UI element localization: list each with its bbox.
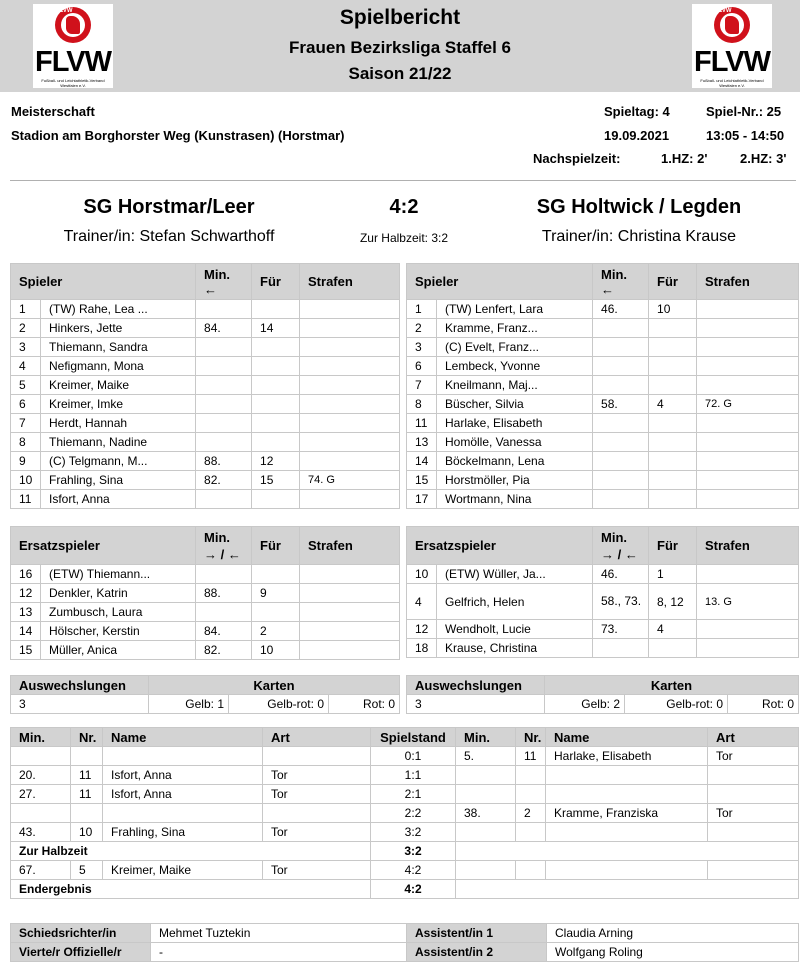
sub-minute: 82. bbox=[196, 641, 252, 660]
table-row bbox=[11, 565, 400, 584]
final-score: 4:2 bbox=[389, 196, 419, 218]
player-number: 1 bbox=[407, 300, 437, 319]
table-row bbox=[11, 395, 400, 414]
goal-minute: 27. bbox=[11, 785, 71, 804]
sub-minute bbox=[593, 338, 649, 357]
player-number: 10 bbox=[407, 565, 437, 584]
replaced-number bbox=[649, 452, 697, 471]
goal-type: Tor bbox=[263, 861, 371, 880]
player-number: 5 bbox=[11, 376, 41, 395]
table-row bbox=[407, 414, 799, 433]
running-score: 3:2 bbox=[371, 823, 456, 842]
replaced-number: 10 bbox=[649, 300, 697, 319]
replaced-number bbox=[252, 603, 300, 622]
sub-minute: 46. bbox=[593, 300, 649, 319]
penalty bbox=[697, 338, 799, 357]
player-name: Herdt, Hannah bbox=[41, 414, 196, 433]
goal-player-number: 11 bbox=[71, 766, 103, 785]
replaced-number: 12 bbox=[252, 452, 300, 471]
season: Saison 21/22 bbox=[348, 64, 452, 83]
player-name: Wendholt, Lucie bbox=[437, 620, 593, 639]
table-row bbox=[407, 338, 799, 357]
replaced-number bbox=[252, 414, 300, 433]
table-row bbox=[407, 584, 799, 620]
assistant-1-name: Claudia Arning bbox=[547, 924, 799, 943]
home-team-name: SG Horstmar/Leer bbox=[83, 196, 255, 218]
player-name: Nefigmann, Mona bbox=[41, 357, 196, 376]
table-row bbox=[407, 620, 799, 639]
penalty bbox=[300, 433, 400, 452]
player-number: 7 bbox=[11, 414, 41, 433]
goal-player-number bbox=[516, 823, 546, 842]
player-number: 15 bbox=[11, 641, 41, 660]
table-row bbox=[407, 319, 799, 338]
player-number: 3 bbox=[11, 338, 41, 357]
player-number: 8 bbox=[11, 433, 41, 452]
running-score: 4:2 bbox=[371, 880, 456, 899]
goal-scorer: Kreimer, Maike bbox=[103, 861, 263, 880]
replaced-number bbox=[649, 376, 697, 395]
penalty bbox=[300, 490, 400, 509]
goal-player-number bbox=[71, 804, 103, 823]
replaced-number bbox=[649, 357, 697, 376]
goal-minute bbox=[456, 823, 516, 842]
goal-type bbox=[263, 747, 371, 766]
replaced-number bbox=[649, 414, 697, 433]
goal-player-number bbox=[516, 861, 546, 880]
player-number: 14 bbox=[407, 452, 437, 471]
penalty bbox=[697, 376, 799, 395]
table-row bbox=[407, 490, 799, 509]
table-row bbox=[407, 565, 799, 584]
goal-player-number: 11 bbox=[71, 785, 103, 804]
sub-minute bbox=[196, 414, 252, 433]
penalty bbox=[697, 319, 799, 338]
player-name: Horstmöller, Pia bbox=[437, 471, 593, 490]
replaced-number bbox=[252, 433, 300, 452]
sub-minute bbox=[196, 603, 252, 622]
player-name: Kreimer, Imke bbox=[41, 395, 196, 414]
player-number: 10 bbox=[11, 471, 41, 490]
home-coach: Trainer/in: Stefan Schwarthoff bbox=[63, 228, 275, 245]
player-number: 16 bbox=[11, 565, 41, 584]
goal-player-number: 5 bbox=[71, 861, 103, 880]
goal-type: Tor bbox=[708, 747, 799, 766]
player-name: Isfort, Anna bbox=[41, 490, 196, 509]
penalty bbox=[300, 584, 400, 603]
sub-minute bbox=[196, 376, 252, 395]
league-name: Frauen Bezirksliga Staffel 6 bbox=[288, 38, 512, 57]
sub-minute bbox=[196, 338, 252, 357]
player-name: Frahling, Sina bbox=[41, 471, 196, 490]
fourth-official-name: - bbox=[151, 943, 407, 962]
penalty bbox=[300, 319, 400, 338]
goal-type bbox=[708, 823, 799, 842]
running-score: 0:1 bbox=[371, 747, 456, 766]
replaced-number bbox=[649, 319, 697, 338]
replaced-number: 4 bbox=[649, 395, 697, 414]
player-number: 6 bbox=[11, 395, 41, 414]
goal-scorer: Isfort, Anna bbox=[103, 785, 263, 804]
player-name: Büscher, Silvia bbox=[437, 395, 593, 414]
table-row bbox=[11, 603, 400, 622]
player-name: Zumbusch, Laura bbox=[41, 603, 196, 622]
table-row bbox=[407, 395, 799, 414]
sub-minute: 58. bbox=[593, 395, 649, 414]
player-number: 4 bbox=[11, 357, 41, 376]
player-name: Kreimer, Maike bbox=[41, 376, 196, 395]
replaced-number bbox=[252, 490, 300, 509]
goal-player-number bbox=[71, 747, 103, 766]
table-row bbox=[407, 300, 799, 319]
stoppage-first-half: 1.HZ: 2' bbox=[661, 151, 708, 166]
stoppage-second-half: 2.HZ: 3' bbox=[740, 151, 787, 166]
player-number: 2 bbox=[407, 319, 437, 338]
match-time: 13:05 - 14:50 bbox=[706, 128, 785, 143]
sub-minute bbox=[196, 565, 252, 584]
player-name: Hinkers, Jette bbox=[41, 319, 196, 338]
penalty bbox=[697, 357, 799, 376]
replaced-number bbox=[649, 338, 697, 357]
goal-row bbox=[11, 880, 799, 899]
goal-player-number: 11 bbox=[516, 747, 546, 766]
player-number: 3 bbox=[407, 338, 437, 357]
goal-scorer bbox=[546, 861, 708, 880]
penalty bbox=[300, 300, 400, 319]
sub-minute: 84. bbox=[196, 319, 252, 338]
sub-minute bbox=[593, 357, 649, 376]
assistant-2-name: Wolfgang Roling bbox=[547, 943, 799, 962]
replaced-number bbox=[252, 565, 300, 584]
table-row bbox=[11, 338, 400, 357]
referee-name: Mehmet Tuztekin bbox=[151, 924, 407, 943]
sub-minute: 82. bbox=[196, 471, 252, 490]
match-date: 19.09.2021 bbox=[604, 128, 670, 143]
halftime-label: Zur Halbzeit bbox=[11, 842, 371, 861]
player-number: 18 bbox=[407, 639, 437, 658]
penalty bbox=[697, 471, 799, 490]
player-number: 11 bbox=[11, 490, 41, 509]
penalty bbox=[697, 620, 799, 639]
table-row bbox=[11, 641, 400, 660]
penalty bbox=[697, 565, 799, 584]
goal-type: Tor bbox=[263, 823, 371, 842]
penalty bbox=[697, 639, 799, 658]
home-lineup-table: Spieler Min. ← Für Strafen 1 (TW) Rahe, Lea ... 2 Hinkers, Jette 84. 14 3 Thiemann, Sandra 4 Nefigmann, Mona 5 Kreimer, Maike 6 Kreimer, Imke 7 Herdt, Hannah 8 Thiemann, Nadine 9 (C) Telgmann, M... 88. 12 10 Frahling, Sina 82. 15 74. G 11 Isfort, Anna bbox=[10, 263, 400, 509]
competition: Meisterschaft bbox=[11, 104, 95, 119]
player-number: 15 bbox=[407, 471, 437, 490]
replaced-number bbox=[252, 338, 300, 357]
goal-type bbox=[263, 804, 371, 823]
player-name: (C) Telgmann, M... bbox=[41, 452, 196, 471]
goal-type bbox=[708, 785, 799, 804]
empty-cell bbox=[456, 880, 799, 899]
replaced-number bbox=[252, 376, 300, 395]
away-subs-table: Ersatzspieler Min. → / ← Für Strafen 10 (ETW) Wüller, Ja... 46. 1 4 Gelfrich, Helen 58., 73. 8, 12 13. G 12 Wendholt, Lucie 73. 4 18 Krause, Christina bbox=[406, 526, 799, 658]
replaced-number: 4 bbox=[649, 620, 697, 639]
goals-table: Min. Nr. Name Art Spielstand Min. Nr. Name Art 0:1 5. 11 Harlake, Elisabeth Tor 20. 11 Isfort, Anna Tor 1:1 27. 11 Isfort, Anna Tor 2:1 2:2 38. 2 Kramme, Franziska Tor 43. 10 Frahling, Sina Tor 3:2 Zur Halbzeit 3:2 67. 5 Kreimer, Maike Tor 4:2 Endergebnis 4:2 bbox=[10, 727, 799, 899]
goal-player-number bbox=[516, 785, 546, 804]
table-row bbox=[11, 319, 400, 338]
goal-scorer: Isfort, Anna bbox=[103, 766, 263, 785]
player-name: (C) Evelt, Franz... bbox=[437, 338, 593, 357]
horse-crest-icon: FLVW bbox=[55, 7, 91, 43]
player-name: Kramme, Franz... bbox=[437, 319, 593, 338]
report-header bbox=[0, 0, 800, 92]
goal-row bbox=[11, 804, 799, 823]
away-sub-count: 3 bbox=[407, 695, 545, 714]
replaced-number: 15 bbox=[252, 471, 300, 490]
sub-minute bbox=[593, 376, 649, 395]
table-row bbox=[407, 433, 799, 452]
sub-minute: 84. bbox=[196, 622, 252, 641]
away-lineup-table: Spieler Min. ← Für Strafen 1 (TW) Lenfert, Lara 46. 10 2 Kramme, Franz... 3 (C) Evelt, Franz... 6 Lembeck, Yvonne 7 Kneilmann, Maj... 8 Büscher, Silvia 58. 4 72. G 11 Harlake, Elisabeth 13 Homölle, Vanessa 14 Böckelmann, Lena 15 Horstmöller, Pia 17 Wortmann, Nina bbox=[406, 263, 799, 509]
goal-minute: 5. bbox=[456, 747, 516, 766]
goal-scorer bbox=[546, 823, 708, 842]
empty-cell bbox=[456, 842, 799, 861]
replaced-number: 2 bbox=[252, 622, 300, 641]
table-row bbox=[407, 471, 799, 490]
player-name: Denkler, Katrin bbox=[41, 584, 196, 603]
goal-type: Tor bbox=[263, 766, 371, 785]
sub-minute bbox=[196, 357, 252, 376]
goal-row bbox=[11, 861, 799, 880]
away-team-name: SG Holtwick / Legden bbox=[536, 196, 742, 218]
player-number: 6 bbox=[407, 357, 437, 376]
replaced-number: 8, 12 bbox=[649, 584, 697, 620]
penalty bbox=[300, 622, 400, 641]
player-name: Harlake, Elisabeth bbox=[437, 414, 593, 433]
penalty bbox=[697, 433, 799, 452]
sub-minute bbox=[593, 639, 649, 658]
matchday: Spieltag: 4 bbox=[604, 104, 670, 119]
divider bbox=[10, 180, 796, 181]
replaced-number bbox=[252, 395, 300, 414]
penalty bbox=[697, 414, 799, 433]
flvw-logo-left: FLVW FLVW Fußball- und Leichtathletik-Verband Westfalen e.V. bbox=[33, 4, 113, 88]
penalty bbox=[300, 395, 400, 414]
player-name: Kneilmann, Maj... bbox=[437, 376, 593, 395]
goal-scorer bbox=[546, 785, 708, 804]
goal-minute: 20. bbox=[11, 766, 71, 785]
penalty bbox=[300, 641, 400, 660]
game-number: Spiel-Nr.: 25 bbox=[706, 104, 782, 119]
player-number: 9 bbox=[11, 452, 41, 471]
sub-minute bbox=[593, 452, 649, 471]
goal-player-number: 2 bbox=[516, 804, 546, 823]
final-label: Endergebnis bbox=[11, 880, 371, 899]
player-number: 17 bbox=[407, 490, 437, 509]
halftime-score: Zur Halbzeit: 3:2 bbox=[359, 231, 449, 245]
penalty bbox=[697, 452, 799, 471]
goal-minute bbox=[11, 804, 71, 823]
goal-scorer: Harlake, Elisabeth bbox=[546, 747, 708, 766]
penalty bbox=[300, 357, 400, 376]
away-summary-table: Auswechslungen Karten 3 Gelb: 2 Gelb-rot: 0 Rot: 0 bbox=[406, 675, 799, 714]
penalty: 72. G bbox=[697, 395, 799, 414]
goal-minute bbox=[456, 766, 516, 785]
goal-row bbox=[11, 842, 799, 861]
player-name: Hölscher, Kerstin bbox=[41, 622, 196, 641]
table-row bbox=[11, 622, 400, 641]
player-number: 13 bbox=[407, 433, 437, 452]
running-score: 2:2 bbox=[371, 804, 456, 823]
replaced-number: 14 bbox=[252, 319, 300, 338]
goal-scorer: Kramme, Franziska bbox=[546, 804, 708, 823]
sub-minute: 58., 73. bbox=[593, 584, 649, 620]
sub-minute bbox=[196, 433, 252, 452]
player-number: 2 bbox=[11, 319, 41, 338]
running-score: 1:1 bbox=[371, 766, 456, 785]
running-score: 2:1 bbox=[371, 785, 456, 804]
player-number: 11 bbox=[407, 414, 437, 433]
player-name: Homölle, Vanessa bbox=[437, 433, 593, 452]
penalty bbox=[300, 565, 400, 584]
penalty bbox=[300, 376, 400, 395]
player-number: 14 bbox=[11, 622, 41, 641]
goal-row bbox=[11, 823, 799, 842]
goal-minute: 67. bbox=[11, 861, 71, 880]
replaced-number bbox=[252, 300, 300, 319]
report-title: Spielbericht bbox=[339, 6, 461, 29]
player-name: Thiemann, Sandra bbox=[41, 338, 196, 357]
replaced-number: 9 bbox=[252, 584, 300, 603]
goal-minute bbox=[11, 747, 71, 766]
sub-minute bbox=[196, 300, 252, 319]
goal-scorer bbox=[546, 766, 708, 785]
table-row bbox=[407, 357, 799, 376]
table-row bbox=[11, 490, 400, 509]
table-row bbox=[11, 300, 400, 319]
player-name: (TW) Rahe, Lea ... bbox=[41, 300, 196, 319]
goal-minute bbox=[456, 861, 516, 880]
player-name: Thiemann, Nadine bbox=[41, 433, 196, 452]
goal-type bbox=[708, 861, 799, 880]
goal-type: Tor bbox=[263, 785, 371, 804]
sub-minute: 46. bbox=[593, 565, 649, 584]
goal-row bbox=[11, 747, 799, 766]
home-sub-count: 3 bbox=[11, 695, 149, 714]
replaced-number bbox=[649, 639, 697, 658]
penalty bbox=[300, 452, 400, 471]
player-number: 13 bbox=[11, 603, 41, 622]
table-row bbox=[11, 414, 400, 433]
replaced-number bbox=[252, 357, 300, 376]
replaced-number bbox=[649, 471, 697, 490]
player-name: Krause, Christina bbox=[437, 639, 593, 658]
sub-minute bbox=[593, 433, 649, 452]
running-score: 4:2 bbox=[371, 861, 456, 880]
goal-player-number bbox=[516, 766, 546, 785]
away-coach: Trainer/in: Christina Krause bbox=[541, 228, 737, 245]
table-row bbox=[11, 376, 400, 395]
penalty bbox=[300, 603, 400, 622]
player-name: Lembeck, Yvonne bbox=[437, 357, 593, 376]
sub-minute bbox=[593, 414, 649, 433]
stoppage-label: Nachspielzeit: bbox=[533, 151, 621, 166]
player-number: 12 bbox=[11, 584, 41, 603]
goal-scorer bbox=[103, 804, 263, 823]
goal-type: Tor bbox=[708, 804, 799, 823]
goal-scorer bbox=[103, 747, 263, 766]
table-row bbox=[407, 376, 799, 395]
officials-table: Schiedsrichter/in Mehmet Tuztekin Assistent/in 1 Claudia Arning Vierte/r Offizielle/r - Assistent/in 2 Wolfgang Roling bbox=[10, 923, 799, 962]
table-row bbox=[11, 357, 400, 376]
table-row bbox=[407, 639, 799, 658]
sub-minute bbox=[593, 319, 649, 338]
player-name: Wortmann, Nina bbox=[437, 490, 593, 509]
venue: Stadion am Borghorster Weg (Kunstrasen) (Horstmar) bbox=[11, 128, 345, 143]
penalty bbox=[697, 490, 799, 509]
goal-row bbox=[11, 766, 799, 785]
penalty: 13. G bbox=[697, 584, 799, 620]
sub-minute bbox=[593, 471, 649, 490]
player-number: 12 bbox=[407, 620, 437, 639]
player-number: 8 bbox=[407, 395, 437, 414]
player-name: (ETW) Thiemann... bbox=[41, 565, 196, 584]
goal-minute bbox=[456, 785, 516, 804]
goal-player-number: 10 bbox=[71, 823, 103, 842]
goal-type bbox=[708, 766, 799, 785]
penalty: 74. G bbox=[300, 471, 400, 490]
player-name: Böckelmann, Lena bbox=[437, 452, 593, 471]
table-row bbox=[11, 584, 400, 603]
player-number: 7 bbox=[407, 376, 437, 395]
running-score: 3:2 bbox=[371, 842, 456, 861]
penalty bbox=[300, 414, 400, 433]
sub-minute: 73. bbox=[593, 620, 649, 639]
table-row bbox=[11, 471, 400, 490]
player-name: Müller, Anica bbox=[41, 641, 196, 660]
penalty bbox=[300, 338, 400, 357]
flvw-logo-right: FLVW FLVW Fußball- und Leichtathletik-Verband Westfalen e.V. bbox=[692, 4, 772, 88]
player-name: (ETW) Wüller, Ja... bbox=[437, 565, 593, 584]
goal-minute: 38. bbox=[456, 804, 516, 823]
penalty bbox=[697, 300, 799, 319]
replaced-number bbox=[649, 490, 697, 509]
sub-minute: 88. bbox=[196, 584, 252, 603]
table-row bbox=[407, 452, 799, 471]
sub-minute bbox=[196, 490, 252, 509]
player-number: 1 bbox=[11, 300, 41, 319]
sub-minute bbox=[593, 490, 649, 509]
replaced-number bbox=[649, 433, 697, 452]
player-name: Gelfrich, Helen bbox=[437, 584, 593, 620]
home-summary-table: Auswechslungen Karten 3 Gelb: 1 Gelb-rot: 0 Rot: 0 bbox=[10, 675, 400, 714]
replaced-number: 10 bbox=[252, 641, 300, 660]
table-row bbox=[11, 433, 400, 452]
goal-row bbox=[11, 785, 799, 804]
replaced-number: 1 bbox=[649, 565, 697, 584]
table-row bbox=[11, 452, 400, 471]
sub-minute bbox=[196, 395, 252, 414]
goal-minute: 43. bbox=[11, 823, 71, 842]
horse-crest-icon: FLVW bbox=[714, 7, 750, 43]
player-name: (TW) Lenfert, Lara bbox=[437, 300, 593, 319]
goal-scorer: Frahling, Sina bbox=[103, 823, 263, 842]
sub-minute: 88. bbox=[196, 452, 252, 471]
player-number: 4 bbox=[407, 584, 437, 620]
home-subs-table: Ersatzspieler Min. → / ← Für Strafen 16 (ETW) Thiemann... 12 Denkler, Katrin 88. 9 13 Zumbusch, Laura 14 Hölscher, Kerstin 84. 2 15 Müller, Anica 82. 10 bbox=[10, 526, 400, 660]
